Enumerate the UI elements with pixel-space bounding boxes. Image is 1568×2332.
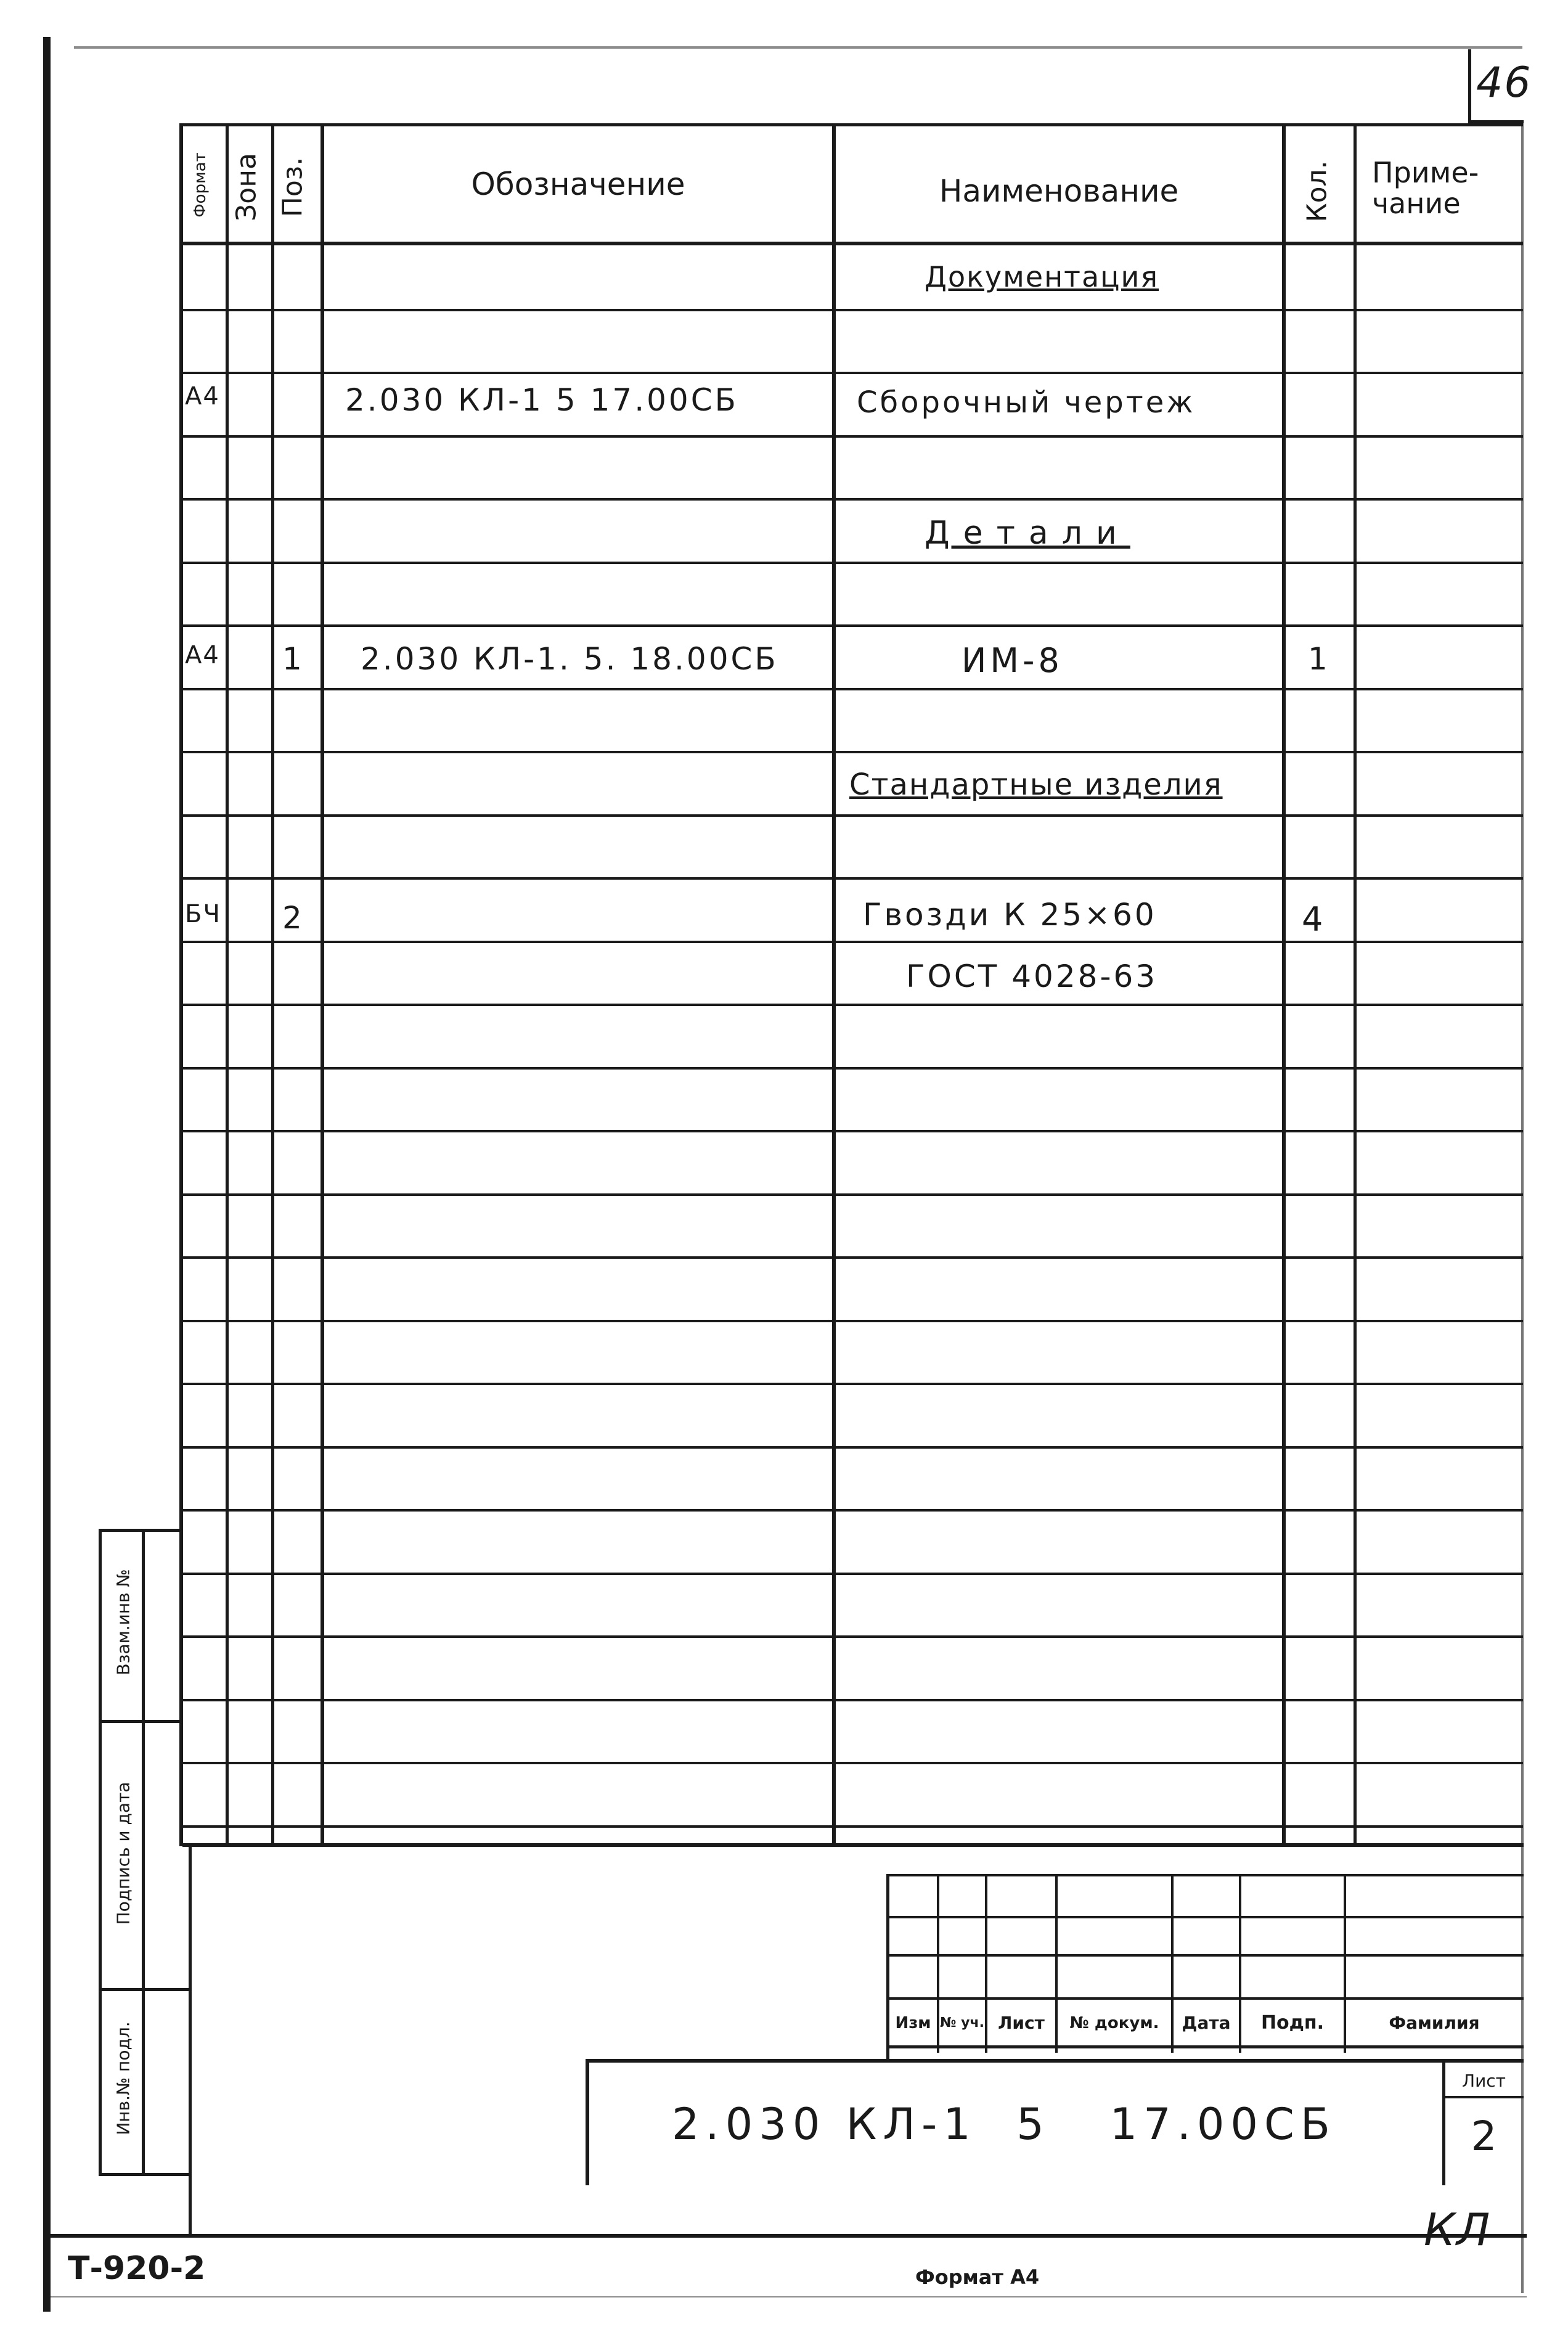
tb-col-name: Фамилия bbox=[1389, 2013, 1480, 2033]
stamp-bottom bbox=[99, 2173, 191, 2176]
table-row-line bbox=[179, 877, 1523, 880]
sheet-corner-number: 46 bbox=[1476, 59, 1532, 107]
row2-format: А4 bbox=[185, 641, 220, 669]
table-row-line bbox=[179, 498, 1523, 501]
footer-format-label: Формат А4 bbox=[915, 2265, 1040, 2289]
col-line-3 bbox=[321, 123, 324, 1846]
header-qty: Кол. bbox=[1301, 160, 1333, 223]
table-row-line bbox=[179, 1825, 1523, 1828]
corner-box-left bbox=[1468, 49, 1471, 123]
table-row-line bbox=[179, 1130, 1523, 1132]
tb-col-sign: Подп. bbox=[1260, 2012, 1325, 2034]
col-line-2 bbox=[271, 123, 274, 1846]
header-note-line2: чание bbox=[1372, 187, 1461, 220]
table-row-line bbox=[179, 1573, 1523, 1575]
table-row-line bbox=[179, 1635, 1523, 1638]
frame-very-bottom-line bbox=[51, 2296, 1527, 2297]
tb-sheet-label-line bbox=[1442, 2096, 1524, 2098]
table-row-line bbox=[179, 435, 1523, 438]
row3-name-line2: ГОСТ 4028-63 bbox=[906, 959, 1158, 994]
stamp-top bbox=[99, 1529, 182, 1532]
section-details: Детали bbox=[925, 515, 1130, 552]
table-row-line bbox=[179, 1699, 1523, 1701]
row3-name: Гвозди К 25×60 bbox=[863, 897, 1157, 933]
tb-row-2 bbox=[886, 1954, 1524, 1957]
table-row-line bbox=[179, 372, 1523, 374]
row2-name: ИМ-8 bbox=[962, 641, 1063, 680]
tb-designation-left bbox=[586, 2059, 589, 2185]
tb-row-3 bbox=[886, 1997, 1524, 2000]
header-designation: Обозначение bbox=[471, 166, 685, 202]
table-row-line bbox=[179, 1762, 1523, 1764]
tb-sheet-label: Лист bbox=[1462, 2070, 1506, 2091]
footer-signature-mark: КЛ bbox=[1424, 2204, 1492, 2256]
col-line-0 bbox=[179, 123, 183, 1846]
stamp-divider-2 bbox=[99, 1988, 191, 1991]
row1-format: А4 bbox=[185, 382, 220, 411]
row1-name: Сборочный чертеж bbox=[857, 385, 1196, 420]
col-line-1 bbox=[226, 123, 229, 1846]
tb-designation: 2.030 КЛ-1 5 17.00СБ bbox=[672, 2099, 1336, 2150]
tb-sheet-number: 2 bbox=[1471, 2112, 1497, 2160]
table-row-line bbox=[179, 1320, 1523, 1322]
table-row-line bbox=[179, 1446, 1523, 1449]
row3-pos: 2 bbox=[282, 900, 303, 936]
header-name: Наименование bbox=[939, 173, 1179, 209]
col-line-5 bbox=[1282, 123, 1286, 1846]
table-row-line bbox=[179, 1256, 1523, 1259]
row1-designation: 2.030 КЛ-1 5 17.00СБ bbox=[345, 382, 738, 418]
tb-col-date: Дата bbox=[1182, 2013, 1231, 2033]
table-row-line bbox=[179, 1193, 1523, 1196]
stamp-inner bbox=[142, 1529, 145, 2173]
row2-designation: 2.030 КЛ-1. 5. 18.00СБ bbox=[361, 641, 778, 677]
table-row-line bbox=[179, 751, 1523, 753]
tb-top bbox=[886, 1874, 1524, 1876]
main-table-bottom bbox=[182, 1843, 1524, 1847]
table-row-line bbox=[179, 624, 1523, 627]
row3-format: БЧ bbox=[185, 900, 221, 928]
tb-col-doc: № докум. bbox=[1069, 2013, 1159, 2032]
frame-bottom-line bbox=[51, 2234, 1527, 2238]
table-row-line bbox=[179, 941, 1523, 943]
row3-qty: 4 bbox=[1302, 900, 1325, 939]
frame-right-line bbox=[1521, 123, 1524, 2293]
tb-row-1 bbox=[886, 1916, 1524, 1918]
stamp-outer-left bbox=[99, 1529, 102, 2173]
stamp-right-lower bbox=[189, 1843, 192, 2238]
table-row-line bbox=[179, 1383, 1523, 1385]
tb-designation-top bbox=[586, 2059, 1524, 2063]
col-line-6 bbox=[1354, 123, 1357, 1846]
stamp-inv-orig: Инв.№ подл. bbox=[113, 2021, 134, 2135]
stamp-swap-inv: Взам.инв № bbox=[113, 1569, 134, 1675]
footer-form-code: Т-920-2 bbox=[68, 2250, 206, 2287]
section-documentation: Документация bbox=[925, 260, 1159, 293]
table-row-line bbox=[179, 1067, 1523, 1070]
header-zone: Зона bbox=[231, 153, 263, 221]
table-row-line bbox=[179, 309, 1523, 311]
tb-col-uch: № уч. bbox=[940, 2015, 984, 2031]
row2-qty: 1 bbox=[1308, 641, 1329, 677]
stamp-divider-1 bbox=[99, 1720, 182, 1723]
tb-row-4 bbox=[886, 2045, 1524, 2048]
header-note-line1: Приме- bbox=[1372, 156, 1479, 189]
table-row-line bbox=[179, 1004, 1523, 1006]
section-standard-items: Стандартные изделия bbox=[849, 767, 1223, 802]
table-row-line bbox=[179, 814, 1523, 817]
table-row-line bbox=[179, 1509, 1523, 1512]
table-row-line bbox=[179, 562, 1523, 564]
left-binding-line bbox=[43, 37, 51, 2312]
header-format: Формат bbox=[191, 152, 210, 218]
table-row-line bbox=[179, 688, 1523, 690]
stamp-sign-date: Подпись и дата bbox=[113, 1782, 134, 1925]
frame-top-line bbox=[74, 46, 1522, 49]
tb-col-izm: Изм bbox=[895, 2013, 931, 2032]
tb-col-list: Лист bbox=[998, 2013, 1045, 2033]
header-note bbox=[1372, 157, 1520, 219]
header-pos: Поз. bbox=[277, 157, 309, 218]
col-line-4 bbox=[832, 123, 836, 1846]
row2-pos: 1 bbox=[282, 641, 303, 677]
